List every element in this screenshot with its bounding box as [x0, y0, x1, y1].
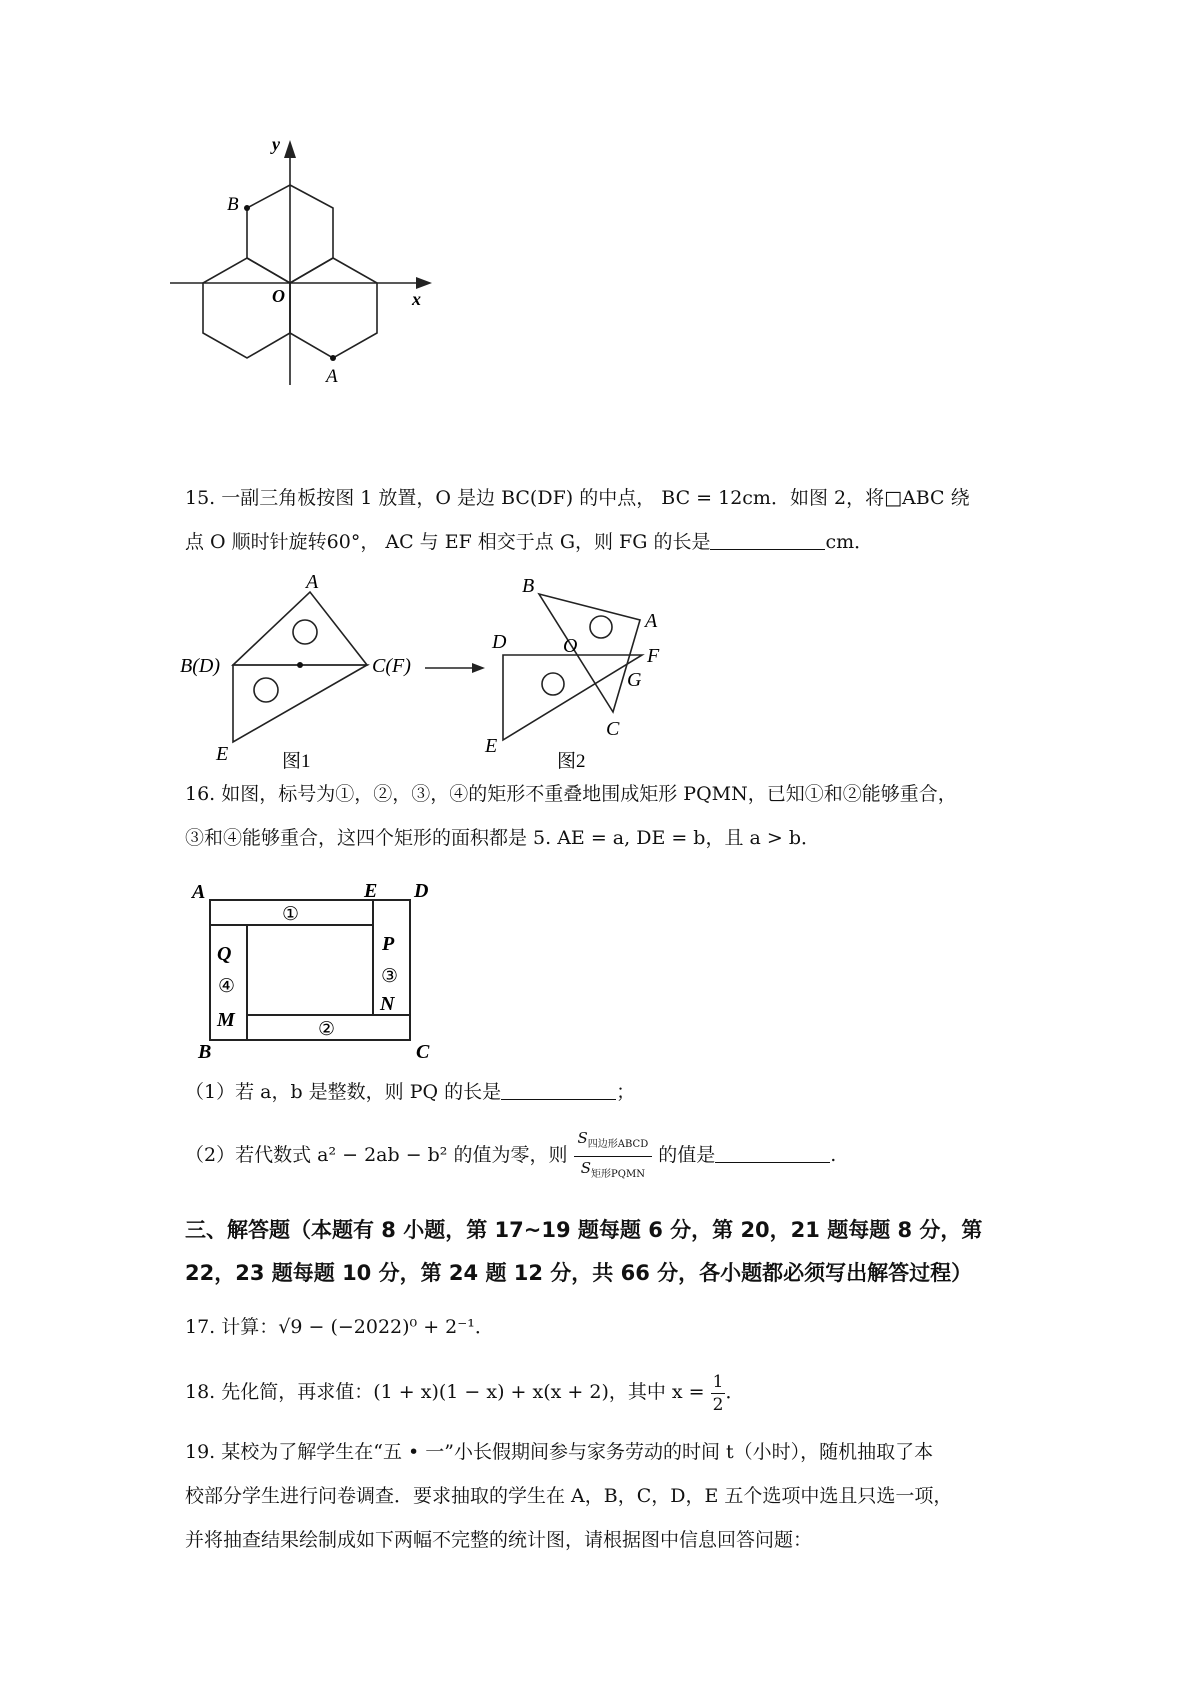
q16-sub2-after: 的值是: [658, 1144, 716, 1166]
label-circled-1: ①: [282, 904, 300, 925]
fig2-label-o: O: [563, 635, 578, 657]
frac-num-sub: 四边形ABCD: [587, 1138, 649, 1150]
q16-sub1-text: （1）若 a，b 是整数，则 PQ 的长是: [185, 1081, 502, 1103]
q15-answer-blank: [710, 531, 825, 550]
fig2-label-d: D: [492, 631, 507, 653]
label-c: C: [416, 1041, 430, 1060]
q19-line1: 19. 某校为了解学生在“五 • 一”小长假期间参与家务劳动的时间 t（小时），随机抽取了本: [185, 1441, 934, 1463]
fig1-hole-bottom: [254, 678, 278, 702]
q16-line1: 16. 如图，标号为①，②，③，④的矩形不重叠地围成矩形 PQMN，已知①和②能够重合，: [185, 783, 957, 805]
q16-sub2-text: （2）若代数式 a² − 2ab − b² 的值为零，则: [185, 1144, 568, 1166]
label-circled-4: ④: [218, 976, 236, 997]
q19-line2: 校部分学生进行问卷调查．要求抽取的学生在 A，B，C，D，E 五个选项中选且只选一项，: [185, 1485, 953, 1507]
q16-sub2: [185, 1125, 836, 1186]
fig2-label-a: A: [645, 610, 658, 632]
q18-frac-den: 2: [712, 1394, 724, 1415]
arrow-head: [472, 663, 485, 673]
q18-fraction: [711, 1371, 726, 1416]
outer-rectangle-abcd: [210, 900, 410, 1040]
q16-sub1: [185, 1077, 635, 1107]
q15-unit: cm．: [825, 531, 874, 553]
q15-line2-text: 点 O 顺时针旋转60°， AC 与 EF 相交于点 G，则 FG 的长是: [185, 531, 711, 553]
section3-heading-line2: 22，23 题每题 10 分，第 24 题 12 分，共 66 分，各小题都必须写出解答过程）: [185, 1261, 973, 1285]
q17-text: 17. 计算：√9 − (−2022)⁰ + 2⁻¹．: [185, 1316, 494, 1338]
fig2-hole-right: [590, 616, 612, 638]
fig1-label-a: A: [306, 571, 319, 593]
fig1-hole-top: [293, 620, 317, 644]
fig2-label-b: B: [522, 575, 535, 597]
point-b-label: B: [227, 194, 239, 215]
y-axis-label: y: [272, 134, 280, 154]
q15-line1: 15. 一副三角板按图 1 放置，O 是边 BC(DF) 的中点， BC = 12cm．如图 2，将□ABC 绕: [185, 487, 970, 509]
point-a: [330, 355, 336, 361]
q16-sub2-fraction: [574, 1127, 653, 1186]
q18-frac-num: 1: [712, 1371, 724, 1392]
fig1-triangle-abc: [233, 592, 367, 665]
q18-end: ．: [725, 1381, 745, 1403]
frac-den-s: S: [580, 1158, 592, 1177]
hexagon-left: [203, 258, 290, 358]
fig2-label-e: E: [485, 735, 498, 757]
label-q: Q: [217, 943, 232, 965]
q19-line3: 并将抽查结果绘制成如下两幅不完整的统计图，请根据图中信息回答问题：: [185, 1529, 813, 1551]
x-axis-label: x: [412, 289, 421, 309]
fig1-triangle-def: [233, 665, 367, 742]
q16-sub1-end: ；: [616, 1081, 636, 1103]
fig1-label-cf: C(F): [372, 655, 411, 677]
frac-num-s: S: [577, 1128, 588, 1147]
label-n: N: [380, 993, 395, 1015]
hexagon-right: [290, 258, 377, 358]
fig2-triangle-def: [503, 655, 642, 740]
fig1-label-e: E: [216, 743, 229, 765]
label-p: P: [382, 933, 395, 955]
label-d: D: [414, 880, 429, 902]
label-circled-2: ②: [318, 1019, 336, 1040]
rectangles-figure: [180, 870, 440, 1060]
q16-sub1-blank: [501, 1081, 616, 1100]
q18-text: 18. 先化简，再求值：(1 + x)(1 − x) + x(x + 2)，其中 x =: [185, 1381, 705, 1403]
label-a: A: [192, 881, 206, 903]
point-b: [244, 205, 250, 211]
frac-den-sub: 矩形PQMN: [591, 1168, 645, 1180]
section3-heading-line1: 三、解答题（本题有 8 小题，第 17~19 题每题 6 分，第 20，21 题每题 8 分，第: [185, 1218, 983, 1242]
fig2-label-c: C: [606, 718, 620, 740]
origin-label: O: [272, 286, 285, 306]
fig1-caption: 图1: [282, 751, 311, 770]
fig1-label-bd: B(D): [180, 655, 220, 677]
q16-line2: ③和④能够重合，这四个矩形的面积都是 5. AE = a, DE = b，且 a > b．: [185, 827, 820, 849]
label-e: E: [364, 880, 378, 902]
q16-sub2-end: .: [830, 1144, 837, 1166]
fig2-label-f: F: [647, 645, 660, 667]
point-a-label: A: [326, 366, 338, 387]
triangle-board-figures: [180, 570, 700, 770]
label-circled-3: ③: [381, 966, 399, 987]
label-b: B: [198, 1041, 212, 1060]
fig1-point-o: [297, 662, 303, 668]
fig2-label-g: G: [627, 669, 642, 691]
hexagon-coordinate-figure: [160, 130, 460, 410]
q16-sub2-blank: [715, 1144, 830, 1163]
label-m: M: [217, 1009, 235, 1031]
fig2-hole-left: [542, 673, 564, 695]
q18-line: [185, 1365, 744, 1419]
fig2-caption: 图2: [557, 751, 586, 770]
q15-line2: [185, 527, 873, 557]
